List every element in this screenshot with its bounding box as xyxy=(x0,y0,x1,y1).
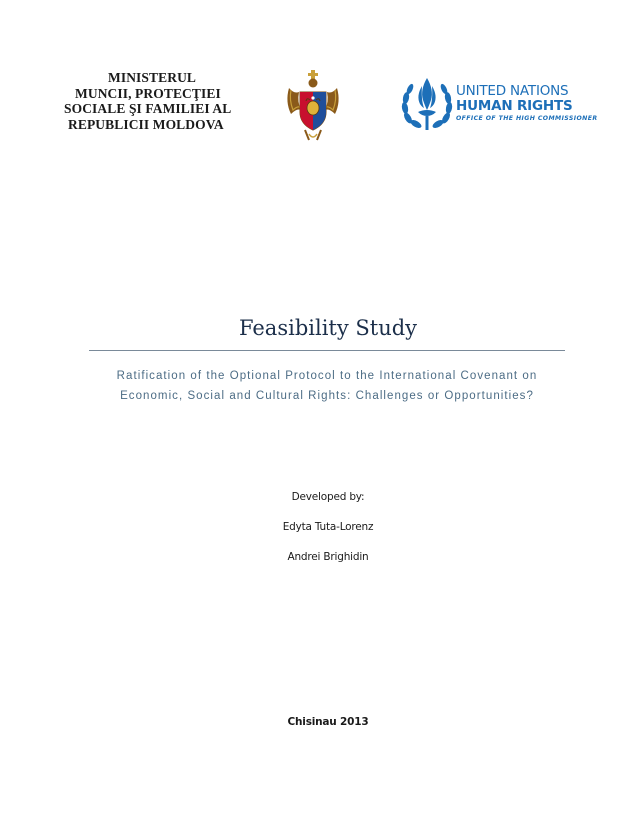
un-logo-line: UNITED NATIONS xyxy=(456,83,569,99)
author-name: Andrei Brighidin xyxy=(287,551,369,563)
un-logo-wordmark xyxy=(456,84,598,123)
authors-block xyxy=(0,491,638,563)
ministry-logo xyxy=(64,70,264,132)
ministry-logo-line: REPUBLICII MOLDOVA xyxy=(68,116,224,132)
document-title: Feasibility Study xyxy=(238,316,418,340)
un-logo-line: OFFICE OF THE HIGH COMMISSIONER xyxy=(456,115,598,122)
developed-by-label: Developed by: xyxy=(291,491,365,503)
ministry-logo-line: SOCIALE ŞI FAMILIEI AL xyxy=(64,101,232,116)
subtitle-line: Ratification of the Optional Protocol to the International Covenant on xyxy=(116,370,538,382)
un-human-rights-logo xyxy=(398,72,598,142)
un-logo-line: HUMAN RIGHTS xyxy=(456,98,573,114)
title-divider xyxy=(89,350,565,351)
author-name: Edyta Tuta-Lorenz xyxy=(282,521,374,533)
ministry-logo-line: MUNCII, PROTECŢIEI xyxy=(75,85,221,101)
place-and-year: Chisinau 2013 xyxy=(287,716,369,728)
ministry-logo-line: MINISTERUL xyxy=(108,70,197,85)
moldova-coat-of-arms-icon xyxy=(285,68,341,144)
document-subtitle xyxy=(80,366,574,406)
subtitle-line: Economic, Social and Cultural Rights: Challenges or Opportunities? xyxy=(120,390,534,402)
un-laurel-emblem-icon xyxy=(398,72,456,138)
